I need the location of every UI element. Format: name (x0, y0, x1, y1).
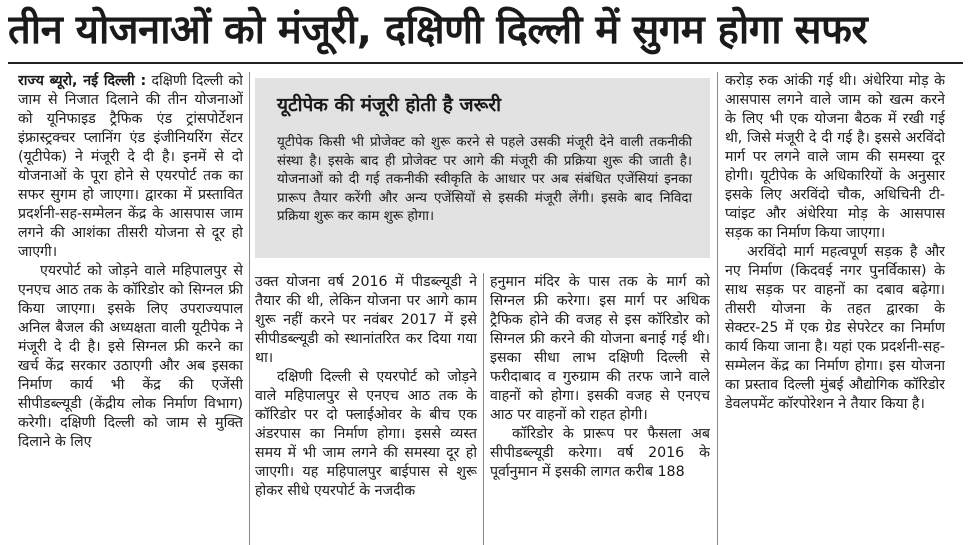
paragraph: उक्त योजना वर्ष 2016 में पीडब्ल्यूडी ने तैयार की थी, लेकिन योजना पर आगे काम शुरू नहीं करने पर नवंबर 2017 में इसे सीपीडब्ल्यूडी को स्थानांतरित कर दिया गया था। (255, 274, 477, 366)
paragraph: कॉरिडोर के प्रारूप पर फैसला अब सीपीडब्ल्यूडी करेगा। वर्ष 2016 के पूर्वानुमान में इसकी लागत करीब 188 (490, 426, 710, 480)
sidebar-body: यूटीपेक किसी भी प्रोजेक्ट को शुरू करने से पहले उसकी मंजूरी देने वाली तकनीकी संस्था है। इसके बाद ही प्रोजेक्ट पर आगे की मंजूरी की प्रक्रिया शुरू की जाती है। योजनाओं को दी गई तकनीकी स्वीकृति के आधार पर अब संबंधित एजेंसियां इनका प्रारूप तैयार करेंगी और अन्य एजेंसियों से इसकी मंजूरी लेंगी। इसके बाद निविदा प्रक्रिया शुरू कर काम शुरू होगा। (277, 135, 692, 224)
lead-paragraph (18, 72, 243, 262)
article-column-3 (490, 273, 710, 545)
lead-text: दक्षिणी दिल्ली को जाम से निजात दिलाने की तीन योजनाओं को यूनिफाइड ट्रैफिक एंड ट्रांसपोर्टेशन इंफ्रास्ट्रक्चर प्लानिंग एंड इंजीनियरिंग सेंटर (यूटीपेक) ने मंजूरी दे दी है। इनमें से दो योजनाओं के पूरा होने से एयरपोर्ट तक का सफर सुगम हो जाएगा। द्वारका में प्रस्तावित प्रदर्शनी-सह-सम्मेलन केंद्र के आसपास जाम लगने की आशंका तीसरी योजना से दूर हो जाएगी। (18, 73, 243, 260)
paragraph: करोड़ रुक आंकी गई थी। अंधेरिया मोड़ के आसपास लगने वाले जाम को खत्म करने के लिए भी एक योजना बैठक में रखी गई थी, जिसे मंजूरी दे दी गई है। इससे अरविंदो मार्ग पर लगने वाले जाम की समस्या दूर होगी। यूटीपेक के अधिकारियों के अनुसार इसके लिए अरविंदो चौक, अधिचिनी टी-प्वांइट और अंधेरिया मोड़ के आसपास सड़क का निर्माण किया जाएगा। (725, 73, 945, 241)
paragraph: हनुमान मंदिर के पास तक के मार्ग को सिग्नल फ्री करेगा। इस मार्ग पर अधिक ट्रैफिक होने की वजह से इस कॉरिडोर को सिग्नल फ्री करने की योजना बनाई गई थी। इसका सीधा लाभ दक्षिणी दिल्ली से फरीदाबाद व गुरुग्राम की तरफ जाने वाले वाहनों को होगा। इसकी वजह से एनएच आठ पर वाहनों को राहत होगी। (490, 274, 710, 423)
column-divider (717, 72, 718, 545)
sidebar-title: यूटीपेक की मंजूरी होती है जरूरी (277, 94, 502, 116)
sidebar-box (255, 78, 710, 258)
article-column-4 (725, 72, 945, 545)
paragraph: एयरपोर्ट को जोड़ने वाले महिपालपुर से एनएच आठ तक के कॉरिडोर को सिग्नल फ्री किया जाएगा। इसके लिए उपराज्यपाल अनिल बैजल की अध्यक्षता वाली यूटीपेक ने मंजूरी दे दी है। इसे सिग्नल फ्री करने का खर्च केंद्र सरकार उठाएगी और अब इसका निर्माण कार्य भी केंद्र की एजेंसी सीपीडब्ल्यूडी (केंद्रीय लोक निर्माण विभाग) करेगी। दक्षिणी दिल्ली को जाम से मुक्ति दिलाने के लिए (18, 263, 243, 450)
byline: राज्य ब्यूरो, नई दिल्ली : (18, 73, 147, 89)
article-column-2 (255, 273, 477, 545)
headline: तीन योजनाओं को मंजूरी, दक्षिणी दिल्ली में सुगम होगा सफर (8, 7, 868, 53)
headline-rule (8, 62, 963, 64)
paragraph: अरविंदो मार्ग महत्वपूर्ण सड़क है और नए निर्माण (किदवई नगर पुनर्विकास) के साथ सड़क पर वाहनों का दबाव बढ़ेगा। तीसरी योजना के तहत द्वारका के सेक्टर-25 में एक ग्रेड सेपरेटर का निर्माण कार्य किया जाना है। यहां एक प्रदर्शनी-सह-सम्मेलन केंद्र का निर्माण होगा। इस योजना का प्रस्ताव दिल्ली मुंबई औद्योगिक कॉरिडोर डेवलपमेंट कॉरपोरेशन ने तैयार किया है। (725, 244, 945, 412)
paragraph: दक्षिणी दिल्ली से एयरपोर्ट को जोड़ने वाले महिपालपुर से एनएच आठ तक के कॉरिडोर पर दो फ्लाईओवर के बीच एक अंडरपास का निर्माण होगा। इससे व्यस्त समय में भी जाम लगने की समस्या दूर हो जाएगी। यह महिपालपुर बाईपास से शुरू होकर सीधे एयरपोर्ट के नजदीक (255, 369, 477, 499)
column-divider (249, 72, 250, 545)
article-column-1 (18, 72, 243, 545)
column-divider (483, 273, 484, 545)
